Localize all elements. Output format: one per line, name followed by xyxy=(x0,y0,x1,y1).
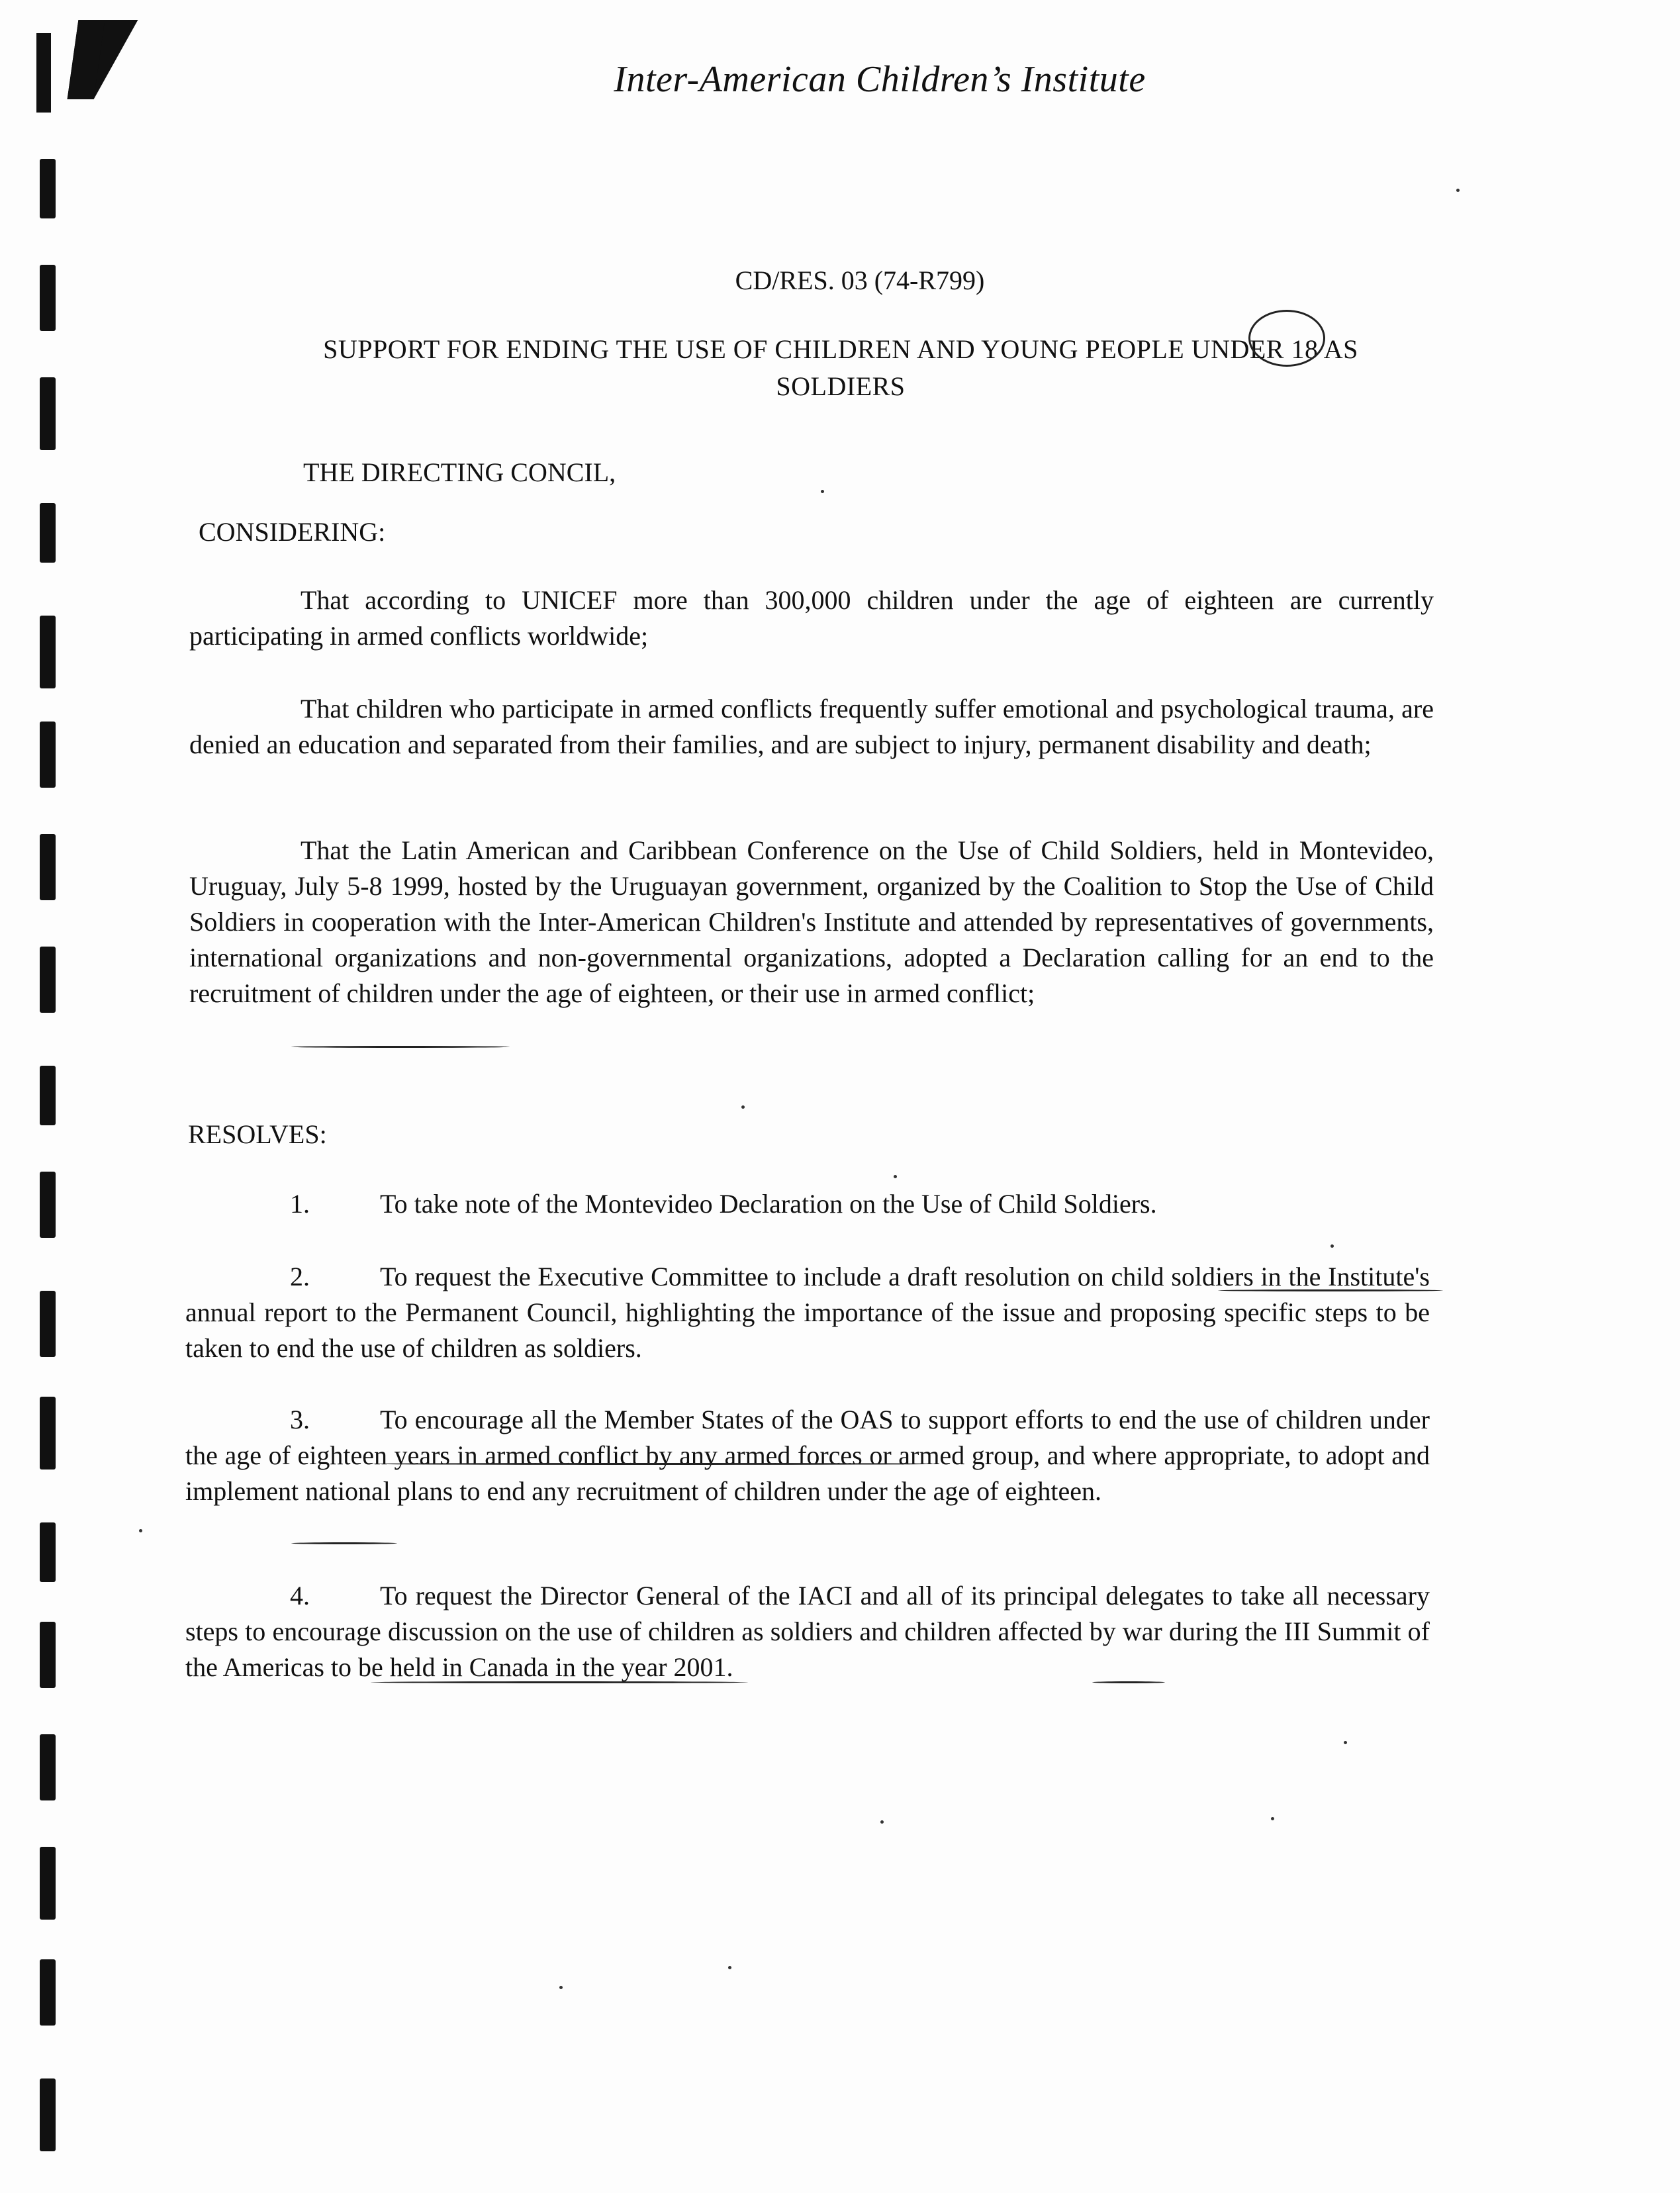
binder-mark xyxy=(40,1291,56,1357)
addressee: THE DIRECTING CONCIL, xyxy=(303,457,616,487)
resolves-item xyxy=(185,1186,1430,1222)
binder-mark xyxy=(40,1522,56,1582)
binder-mark xyxy=(40,1959,56,2026)
scan-speck xyxy=(728,1966,731,1969)
binder-mark xyxy=(40,1172,56,1238)
binder-mark xyxy=(40,722,56,788)
scan-speck xyxy=(880,1820,884,1824)
scan-speck xyxy=(139,1529,142,1532)
item-number: 1. xyxy=(290,1189,310,1219)
handwritten-underline xyxy=(371,1463,940,1465)
binder-mark xyxy=(40,947,56,1013)
scan-speck xyxy=(741,1105,745,1109)
item-number: 3. xyxy=(290,1405,310,1434)
item-number: 2. xyxy=(290,1262,310,1291)
item-text: To take note of the Montevideo Declaration on the Use of Child Soldiers. xyxy=(380,1189,1157,1219)
resolves-item xyxy=(185,1578,1430,1685)
considering-paragraph: That children who participate in armed conflicts frequently suffer emotional and psychological trauma, are denied an education and separated from their families, and are subject to injury, permanent disability and death; xyxy=(189,694,1434,759)
binder-mark xyxy=(40,616,56,688)
item-text: To request the Executive Committee to include a draft resolution on child soldiers in the Institute's annual report to the Permanent Council, highlighting the importance of the issue and proposing specific steps to be taken to end the use of children as soldiers. xyxy=(185,1262,1430,1363)
subject-line-2: SOLDIERS xyxy=(776,371,906,401)
binder-mark xyxy=(40,834,56,900)
scan-speck xyxy=(1330,1244,1334,1248)
scan-speck xyxy=(559,1986,563,1989)
item-text: To request the Director General of the IACI and all of its principal delegates to take all necessary steps to encourage discussion on the use of children as soldiers and children affected by war during the III Summit of the Americas to be held in Canada in the year 2001. xyxy=(185,1581,1430,1682)
resolves-label: RESOLVES: xyxy=(188,1119,327,1149)
binder-mark xyxy=(40,503,56,563)
subject-line-1: SUPPORT FOR ENDING THE USE OF CHILDREN AND YOUNG PEOPLE UNDER 18 AS xyxy=(323,334,1358,364)
handwritten-circle-mark xyxy=(1248,310,1325,367)
binder-mark xyxy=(40,159,56,218)
header-title-text: Inter-American Children’s Institute xyxy=(614,59,1146,100)
scan-speck xyxy=(1344,1741,1347,1744)
binder-mark xyxy=(40,1066,56,1125)
handwritten-underline xyxy=(291,1046,510,1048)
scan-speck xyxy=(1456,189,1460,192)
handwritten-underline xyxy=(291,1542,397,1544)
binder-mark xyxy=(40,1734,56,1800)
resolves-item xyxy=(185,1259,1430,1366)
considering-paragraph: That the Latin American and Caribbean Conference on the Use of Child Soldiers, held in Montevideo, Uruguay, July 5-8 1999, hosted by the Uruguayan government, organized by the Coalition to Stop the Use of Child Soldiers in cooperation with the Inter-American Children's Institute and attended by representatives of governments, international organizations and non-governmental organizations, adopted a Declaration calling for an end to the recruitment of children under the age of eighteen, or their use in armed conflict; xyxy=(189,835,1434,1008)
item-text: To encourage all the Member States of the OAS to support efforts to end the use of children under the age of eighteen years in armed conflict by any armed forces or armed group, and where appropriate, to adopt and implement national plans to end any recruitment of children under the age of eighteen. xyxy=(185,1405,1430,1506)
scan-speck xyxy=(894,1175,897,1178)
binder-mark xyxy=(40,2078,56,2151)
binder-mark xyxy=(40,1622,56,1688)
institute-header xyxy=(0,58,1680,101)
handwritten-underline xyxy=(1092,1681,1165,1683)
resolution-reference: CD/RES. 03 (74-R799) xyxy=(735,265,985,295)
scan-speck xyxy=(821,490,824,493)
handwritten-underline xyxy=(371,1681,748,1683)
binder-mark xyxy=(40,1397,56,1470)
handwritten-underline xyxy=(1218,1289,1443,1291)
binder-mark xyxy=(40,377,56,450)
scan-speck xyxy=(1271,1817,1274,1820)
binder-mark xyxy=(40,1847,56,1920)
considering-paragraph: That according to UNICEF more than 300,000 children under the age of eighteen are currently participating in armed conflicts worldwide; xyxy=(189,585,1434,651)
considering-label: CONSIDERING: xyxy=(199,517,386,547)
item-number: 4. xyxy=(290,1581,310,1610)
resolves-item xyxy=(185,1402,1430,1509)
